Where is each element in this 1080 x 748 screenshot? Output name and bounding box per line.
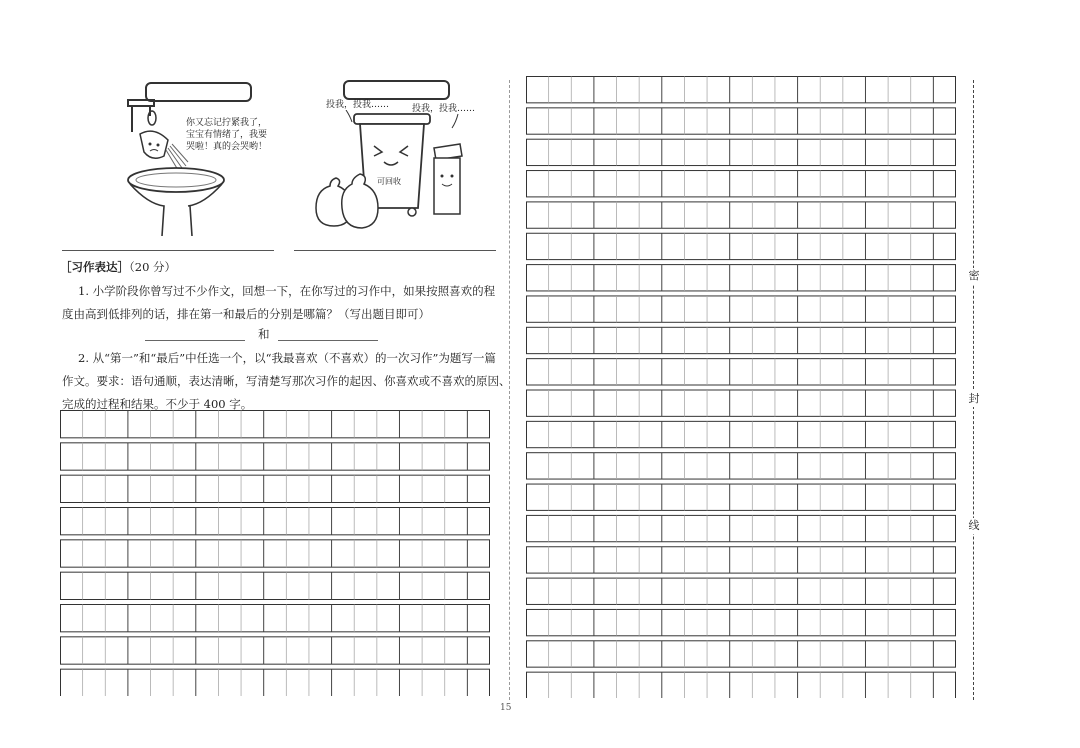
grid-row[interactable] — [527, 108, 956, 134]
question-2 — [62, 347, 511, 416]
grid-row[interactable] — [527, 609, 956, 635]
grid-row[interactable] — [61, 637, 490, 664]
grid-row[interactable] — [527, 327, 956, 353]
question-1-line: 度由高到低排列的话，排在第一和最后的分别是哪篇？（写出题目即可） — [62, 307, 430, 321]
question-1 — [62, 280, 495, 326]
grid-row[interactable] — [61, 475, 490, 502]
faucet-speech — [186, 117, 276, 153]
grid-row[interactable] — [527, 672, 956, 698]
writing-grid-right[interactable] — [526, 76, 956, 698]
question-2-line: 2. 从“第一”和“最后”中任选一个，以“我最喜欢（不喜欢）的一次习作”为题写一篇 — [78, 351, 496, 365]
speech-line: 宝宝有情绪了，我要 — [186, 130, 268, 140]
section-score: （20 分） — [129, 260, 177, 274]
grid-row[interactable] — [61, 572, 490, 599]
grid-row[interactable] — [527, 421, 956, 447]
binding-label-xian: 线 — [966, 518, 982, 534]
grid-row[interactable] — [527, 390, 956, 416]
grid-row[interactable] — [527, 296, 956, 322]
speech-right: 投我，投我…… — [412, 104, 476, 114]
grid-row[interactable] — [61, 411, 490, 438]
section-title: ［习作表达］ — [60, 260, 129, 274]
grid-row[interactable] — [61, 540, 490, 567]
grid-row[interactable] — [527, 515, 956, 541]
question-1-connector: 和 — [258, 327, 270, 341]
grid-row[interactable] — [527, 171, 956, 197]
question-2-line: 完成的过程和结果。不少于 400 字。 — [62, 397, 253, 411]
grid-row[interactable] — [527, 547, 956, 573]
grid-row[interactable] — [61, 508, 490, 535]
grid-row[interactable] — [527, 202, 956, 228]
grid-row[interactable] — [527, 77, 956, 103]
grid-row[interactable] — [527, 484, 956, 510]
speech-line: 你又忘记拧紧我了， — [186, 118, 268, 128]
picture-baseline — [294, 250, 496, 251]
speech-left: 投我，投我…… — [326, 100, 390, 110]
grid-row[interactable] — [527, 139, 956, 165]
picture-baseline — [62, 250, 274, 251]
grid-row[interactable] — [527, 359, 956, 385]
page-number: 15 — [500, 703, 512, 713]
grid-row[interactable] — [527, 453, 956, 479]
binding-dashed-line — [973, 80, 974, 700]
answer-line-1[interactable] — [145, 340, 245, 341]
grid-row[interactable] — [527, 233, 956, 259]
section-heading — [60, 256, 176, 279]
grid-row[interactable] — [527, 265, 956, 291]
grid-row[interactable] — [61, 669, 490, 696]
grid-row[interactable] — [61, 605, 490, 632]
bin-label: 可回收 — [377, 177, 401, 186]
grid-row[interactable] — [61, 443, 490, 470]
grid-row[interactable] — [527, 578, 956, 604]
trash-bins-drawing — [312, 110, 472, 234]
answer-box-recycle — [343, 80, 450, 100]
question-2-line: 作文。要求：语句通顺，表达清晰，写清楚写那次习作的起因、你喜欢或不喜欢的原因、 — [62, 374, 511, 388]
answer-line-2[interactable] — [278, 340, 378, 341]
question-1-line: 1. 小学阶段你曾写过不少作文，回想一下，在你写过的习作中，如果按照喜欢的程 — [78, 284, 496, 298]
speech-line: 哭啦！真的会哭哟！ — [186, 142, 268, 152]
binding-label-feng: 封 — [966, 391, 982, 407]
binding-label-mi: 密 — [966, 268, 982, 284]
grid-row[interactable] — [527, 641, 956, 667]
writing-grid-left[interactable] — [60, 410, 490, 696]
center-fold-divider — [509, 80, 510, 700]
